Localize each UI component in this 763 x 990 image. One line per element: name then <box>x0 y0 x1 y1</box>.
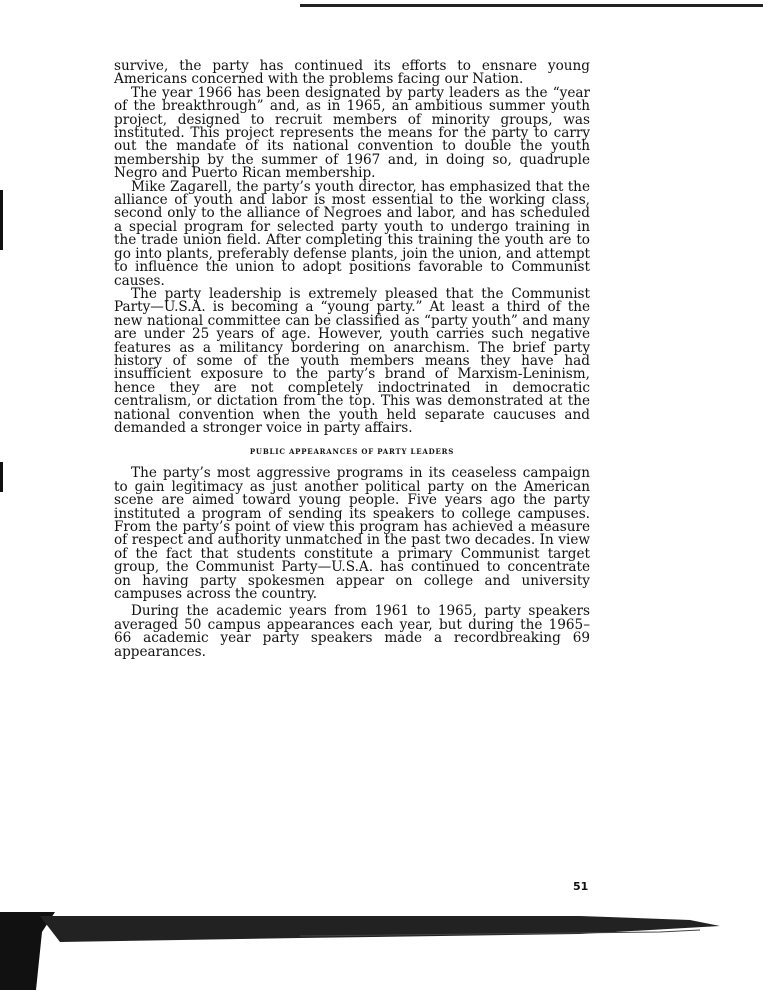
paragraph-continued: survive, the party has continued its efforts to ensnare young Americans concerned with the problems facing our Nation. <box>114 58 590 88</box>
section-heading: PUBLIC APPEARANCES OF PARTY LEADERS <box>249 447 455 457</box>
margin-mark-middle <box>0 462 3 492</box>
page-edge-shadow <box>40 916 720 942</box>
paragraph-young-party: The party leadership is extremely pleased that the Communist Party—U.S.A. is becoming a “young party.” At least a third of the new national committee can be classified as “party youth” and many are under 25 years of age. However, youth carries such negative features as a militancy bordering on anarchism. The brief party history of some of the youth members means they have had insufficient exposure to the party’s brand of Marxism-Leninism, hence they are not completely indoctrinated in democratic centralism, or dictation from the top. This was demonstrated at the national convention when the youth held separate caucuses and demanded a stronger voice in party affairs. <box>114 285 590 436</box>
margin-mark-upper <box>0 190 3 250</box>
paragraph-youth-director: Mike Zagarell, the party’s youth director, has emphasized that the alliance of youth and labor is most essential to the working class, second only to the alliance of Negroes and labor, and has scheduled a special program for selected party youth to undergo training in the trade union field. After completing this training the youth are to go into plants, preferably defense plants, join the union, and attempt to influence the union to adopt positions favorable to Communist causes. <box>114 178 591 289</box>
top-edge-rule <box>300 4 763 7</box>
document-body <box>114 60 590 659</box>
paragraph-aggressive-programs: The party’s most aggressive programs in its ceaseless campaign to gain legitimacy as just another political party on the American scene are aimed toward young people. Five years ago the party instituted a program of sending its speakers to college campuses. From the party’s point of view this program has achieved a measure of respect and authority unmatched in the past two decades. In view of the fact that students constitute a primary Communist target group, the Communist Party—U.S.A. has continued to concentrate on having party spokesmen appear on college and university campuses across the country. <box>114 465 590 603</box>
scan-bottom-edge <box>0 912 763 990</box>
page-number: 51 <box>573 880 589 893</box>
paragraph-breakthrough: The year 1966 has been designated by party leaders as the “year of the breakthrough” and, as in 1965, an ambitious summer youth project, designed to recruit members of minority groups, was instituted. This project represents the means for the party to carry out the mandate of its national convention to double the youth membership by the summer of 1967 and, in doing so, quadruple Negro and Puerto Rican membership. <box>114 84 590 182</box>
paragraph-campus-appearances: During the academic years from 1961 to 1965, party speakers averaged 50 campus appearances each year, but during the 1965–66 academic year party speakers made a recordbreaking 69 appearances. <box>114 603 590 660</box>
